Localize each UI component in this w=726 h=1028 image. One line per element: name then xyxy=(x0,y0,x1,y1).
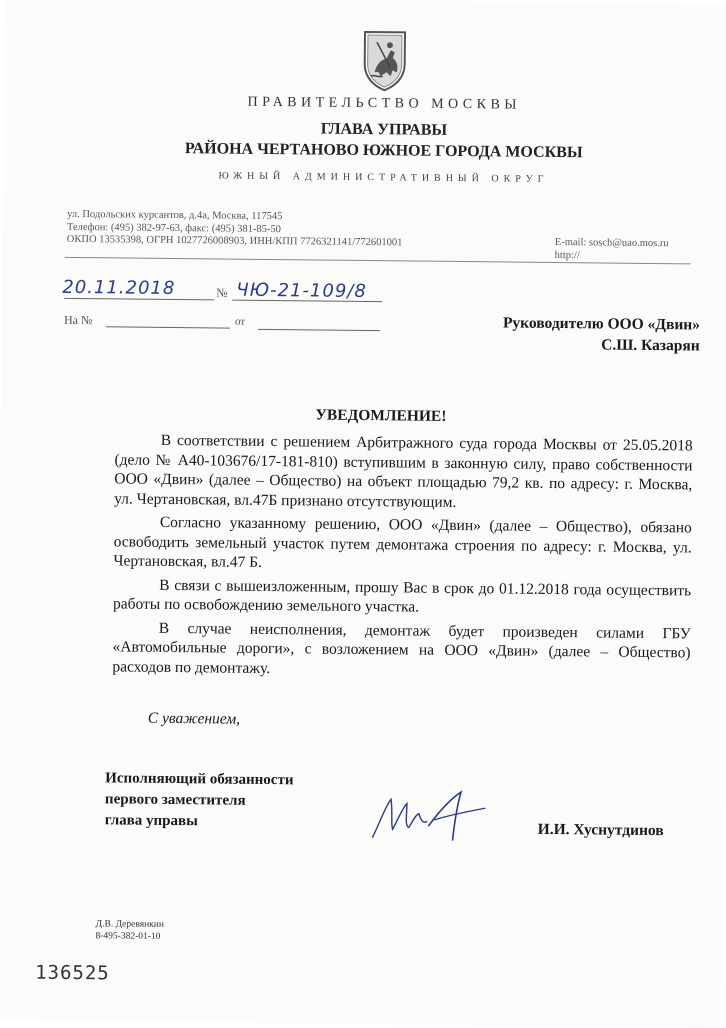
email: E-mail: sosch@uao.mos.ru xyxy=(554,236,669,250)
reference-label: На № xyxy=(63,312,93,328)
address: ул. Подольских курсантов, д.4а, Москва, 117545 xyxy=(67,208,283,223)
number-underline xyxy=(232,300,382,303)
document-title: УВЕДОМЛЕНИЕ! xyxy=(315,406,447,425)
handwritten-reg-number: ЧЮ-21-109/8 xyxy=(236,279,367,303)
from-underline xyxy=(258,329,380,331)
executor-name: Д.В. Деревянкин xyxy=(95,919,165,930)
head-title-line2: РАЙОНА ЧЕРТАНОВО ЮЖНОЕ ГОРОДА МОСКВЫ xyxy=(184,140,583,162)
website: http:// xyxy=(554,249,580,261)
signatory-name: И.И. Хуснутдинов xyxy=(537,820,664,840)
recipient-name: С.Ш. Казарян xyxy=(601,336,700,355)
executor-phone: 8-495-382-01-10 xyxy=(95,931,161,942)
reference-underline xyxy=(106,326,230,328)
handwritten-signature xyxy=(369,785,490,846)
stamped-number: 136525 xyxy=(35,961,110,985)
head-title-line1: ГЛАВА УПРАВЫ xyxy=(320,120,448,139)
recipient-position: Руководителю ООО «Двин» xyxy=(502,314,701,334)
address-block xyxy=(67,209,403,250)
contact-block xyxy=(555,237,669,263)
handwritten-date: 20.11.2018 xyxy=(62,276,176,300)
government-title: ПРАВИТЕЛЬСТВО МОСКВЫ xyxy=(247,94,522,113)
okrug-title: ЮЖНЫЙ АДМИНИСТРАТИВНЫЙ ОКРУГ xyxy=(218,170,549,185)
number-symbol: № xyxy=(216,285,228,300)
registry-codes: ОКПО 13535398, ОГРН 1027726008903, ИНН/КПП 7726321141/772601001 xyxy=(66,233,403,249)
closing-regards: С уважением, xyxy=(147,709,241,728)
moscow-coat-of-arms-icon xyxy=(356,28,413,93)
position-line: первого заместителя xyxy=(104,791,246,809)
paragraph: В связи с вышеизложенным, прошу Вас в срок до 01.12.2018 года осуществить работы по освобождению земельного участка. xyxy=(112,576,692,616)
signatory-position xyxy=(105,768,294,833)
phone-fax: Телефон: (495) 382-97-63, факс: (495) 381-85-50 xyxy=(66,221,281,235)
paragraph: В случае неисполнения, демонтаж будет произведен силами ГБУ «Автомобильные дороги», с возложением на ООО «Двин» (далее – Общество) расходов по демонтажу. xyxy=(112,619,691,677)
position-line: Исполняющий обязанности xyxy=(105,770,294,789)
paragraph: Согласно указанному решению, ООО «Двин» (далее – Общество), обязано освободить земельный участок путем демонтажа строения по адресу: г. Москва, ул. Чертановская, вл.47 Б. xyxy=(113,513,692,571)
from-label: от xyxy=(234,315,246,328)
executor-block xyxy=(95,918,164,943)
document-body xyxy=(112,430,693,686)
position-line: глава управы xyxy=(104,812,198,830)
paragraph: В соответствии с решением Арбитражного суда города Москвы от 25.05.2018 (дело № А40-103676/17-181-810) вступившим в законную силу, право собственности ООО «Двин» (далее – Общество) на объект площадью 79,2 кв. по адресу: г. Москва, ул. Чертановская, вл.47Б признано отсутствующим. xyxy=(114,431,693,511)
date-underline xyxy=(64,298,214,301)
recipient-block xyxy=(503,312,700,356)
